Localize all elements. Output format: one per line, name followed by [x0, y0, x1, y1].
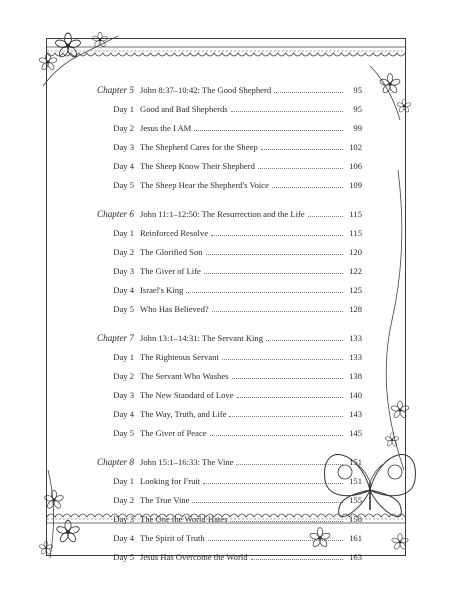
dot-leader: [258, 167, 343, 169]
dot-leader: [208, 539, 343, 541]
toc-entry-label: Day 4: [113, 285, 134, 295]
toc-page-number: 155: [349, 495, 362, 505]
dot-leader: [206, 253, 343, 255]
toc-entry-title: Looking for Fruit: [140, 476, 201, 486]
toc-day-row: [96, 247, 362, 266]
toc-chapter-row: [96, 209, 362, 228]
dot-leader: [192, 501, 343, 503]
toc-day-row: [96, 142, 362, 161]
toc-page-number: 158: [349, 514, 362, 524]
toc-entry-label: Day 3: [113, 142, 134, 152]
toc-entry-label: Day 2: [113, 123, 134, 133]
toc-entry-title: Israel's King: [140, 285, 184, 295]
toc-day-row: [96, 285, 362, 304]
toc-page-number: 115: [349, 228, 362, 238]
toc-day-row: [96, 552, 362, 571]
flower-icon: [55, 33, 82, 59]
toc-day-row: [96, 371, 362, 390]
toc-page-number: 151: [349, 457, 362, 467]
toc-page-number: 143: [349, 409, 362, 419]
toc-entry-title: The Glorified Son: [140, 247, 203, 257]
toc-page-number: 122: [349, 266, 362, 276]
toc-entry-title: The True Vine: [140, 495, 190, 505]
toc-day-row: [96, 476, 362, 495]
toc-entry-title: John 8:37–10:42: The Good Shepherd: [140, 85, 272, 95]
dot-leader: [203, 482, 343, 484]
dot-leader: [237, 396, 343, 398]
dot-leader: [251, 558, 343, 560]
toc-entry-label: Chapter 5: [96, 85, 134, 95]
toc-page-number: 102: [349, 142, 362, 152]
toc-entry-label: Day 3: [113, 514, 134, 524]
toc-entry-label: Day 2: [113, 247, 134, 257]
toc-entry-label: Day 3: [113, 390, 134, 400]
toc-entry-title: John 13:1–14:31: The Servant King: [140, 333, 264, 343]
toc-day-row: [96, 161, 362, 180]
flower-cluster-top-right: [360, 56, 420, 126]
dot-leader: [261, 148, 343, 150]
toc-day-row: [96, 123, 362, 142]
toc-entry-label: Chapter 6: [96, 209, 134, 219]
toc-entry-label: Day 5: [113, 428, 134, 438]
toc-entry-label: Day 1: [113, 476, 134, 486]
toc-page-number: 95: [353, 104, 362, 114]
toc-day-row: [96, 495, 362, 514]
toc-entry-title: Reinforced Resolve: [140, 228, 209, 238]
toc-entry-title: The Servant Who Washes: [140, 371, 229, 381]
dot-leader: [232, 377, 344, 379]
toc-entry-label: Day 5: [113, 180, 134, 190]
toc-entry-title: Good and Bad Shepherds: [140, 104, 228, 114]
toc-page-number: 151: [349, 476, 362, 486]
toc-entry-label: Day 1: [113, 228, 134, 238]
flower-icon: [39, 53, 58, 71]
toc-chapter-row: [96, 333, 362, 352]
dot-leader: [308, 215, 343, 217]
toc-entry-title: John 11:1–12:50: The Resurrection and the Life: [140, 209, 305, 219]
toc-entry-label: Day 1: [113, 104, 134, 114]
toc-entry-title: The Spirit of Truth: [140, 533, 205, 543]
toc-entry-label: Day 4: [113, 161, 134, 171]
toc-day-row: [96, 428, 362, 447]
dot-leader: [212, 310, 343, 312]
flower-icon: [379, 74, 400, 94]
toc-day-row: [96, 104, 362, 123]
toc-page-number: 95: [353, 85, 362, 95]
toc-page-number: 106: [349, 161, 362, 171]
toc-day-row: [96, 533, 362, 552]
toc-day-row: [96, 390, 362, 409]
dot-leader: [222, 358, 343, 360]
toc-entry-title: Jesus the I AM: [140, 123, 192, 133]
flower-icon: [391, 534, 408, 551]
toc-page-number: 145: [349, 428, 362, 438]
dot-leader: [210, 434, 343, 436]
toc-day-row: [96, 352, 362, 371]
toc-entry-title: Who Has Believed?: [140, 304, 209, 314]
toc-page-number: 115: [349, 209, 362, 219]
toc-page-number: 128: [349, 304, 362, 314]
toc-entry-label: Day 4: [113, 409, 134, 419]
flower-icon: [391, 401, 410, 419]
toc-entry-label: Day 3: [113, 266, 134, 276]
table-of-contents: [96, 85, 362, 571]
toc-page-number: 138: [349, 371, 362, 381]
toc-page-number: 99: [353, 123, 362, 133]
toc-entry-title: The Shepherd Cares for the Sheep: [140, 142, 258, 152]
toc-entry-label: Day 2: [113, 495, 134, 505]
flower-icon: [56, 520, 80, 543]
flower-icon: [397, 99, 412, 113]
toc-entry-label: Day 4: [113, 533, 134, 543]
dot-leader: [194, 129, 343, 131]
toc-chapter-row: [96, 85, 362, 104]
toc-entry-title: John 15:1–16:33: The Vine: [140, 457, 234, 467]
toc-entry-title: The Sheep Hear the Shepherd's Voice: [140, 180, 269, 190]
toc-day-row: [96, 304, 362, 323]
dot-leader: [236, 463, 343, 465]
toc-page-number: 133: [349, 352, 362, 362]
dot-leader: [266, 339, 343, 341]
toc-day-row: [96, 514, 362, 533]
dot-leader: [272, 186, 343, 188]
toc-day-row: [96, 180, 362, 199]
toc-entry-title: The Giver of Life: [140, 266, 201, 276]
toc-entry-title: The Way, Truth, and Life: [140, 409, 227, 419]
toc-entry-label: Day 5: [113, 552, 134, 562]
toc-page-number: 163: [349, 552, 362, 562]
toc-page-number: 120: [349, 247, 362, 257]
toc-page-number: 125: [349, 285, 362, 295]
toc-entry-label: Day 5: [113, 304, 134, 314]
toc-entry-title: The Sheep Know Their Shepherd: [140, 161, 255, 171]
toc-day-row: [96, 409, 362, 428]
toc-entry-title: Jesus Has Overcome the World: [140, 552, 248, 562]
dot-leader: [274, 91, 343, 93]
dot-leader: [186, 291, 343, 293]
toc-page-number: 133: [349, 333, 362, 343]
toc-day-row: [96, 228, 362, 247]
toc-page-number: 109: [349, 180, 362, 190]
toc-chapter-row: [96, 457, 362, 476]
dot-leader: [230, 520, 343, 522]
dot-leader: [229, 415, 343, 417]
toc-day-row: [96, 266, 362, 285]
flower-icon: [44, 490, 64, 509]
dot-leader: [231, 110, 343, 112]
toc-page-number: 161: [349, 533, 362, 543]
dot-leader: [211, 234, 343, 236]
toc-entry-title: The Righteous Servant: [140, 352, 219, 362]
toc-entry-label: Chapter 7: [96, 333, 134, 343]
toc-entry-title: The One the World Hates: [140, 514, 228, 524]
toc-entry-title: The Giver of Peace: [140, 428, 207, 438]
dot-leader: [204, 272, 343, 274]
toc-entry-label: Chapter 8: [96, 457, 134, 467]
toc-page-number: 140: [349, 390, 362, 400]
toc-entry-label: Day 2: [113, 371, 134, 381]
toc-entry-title: The New Standard of Love: [140, 390, 234, 400]
toc-entry-label: Day 1: [113, 352, 134, 362]
